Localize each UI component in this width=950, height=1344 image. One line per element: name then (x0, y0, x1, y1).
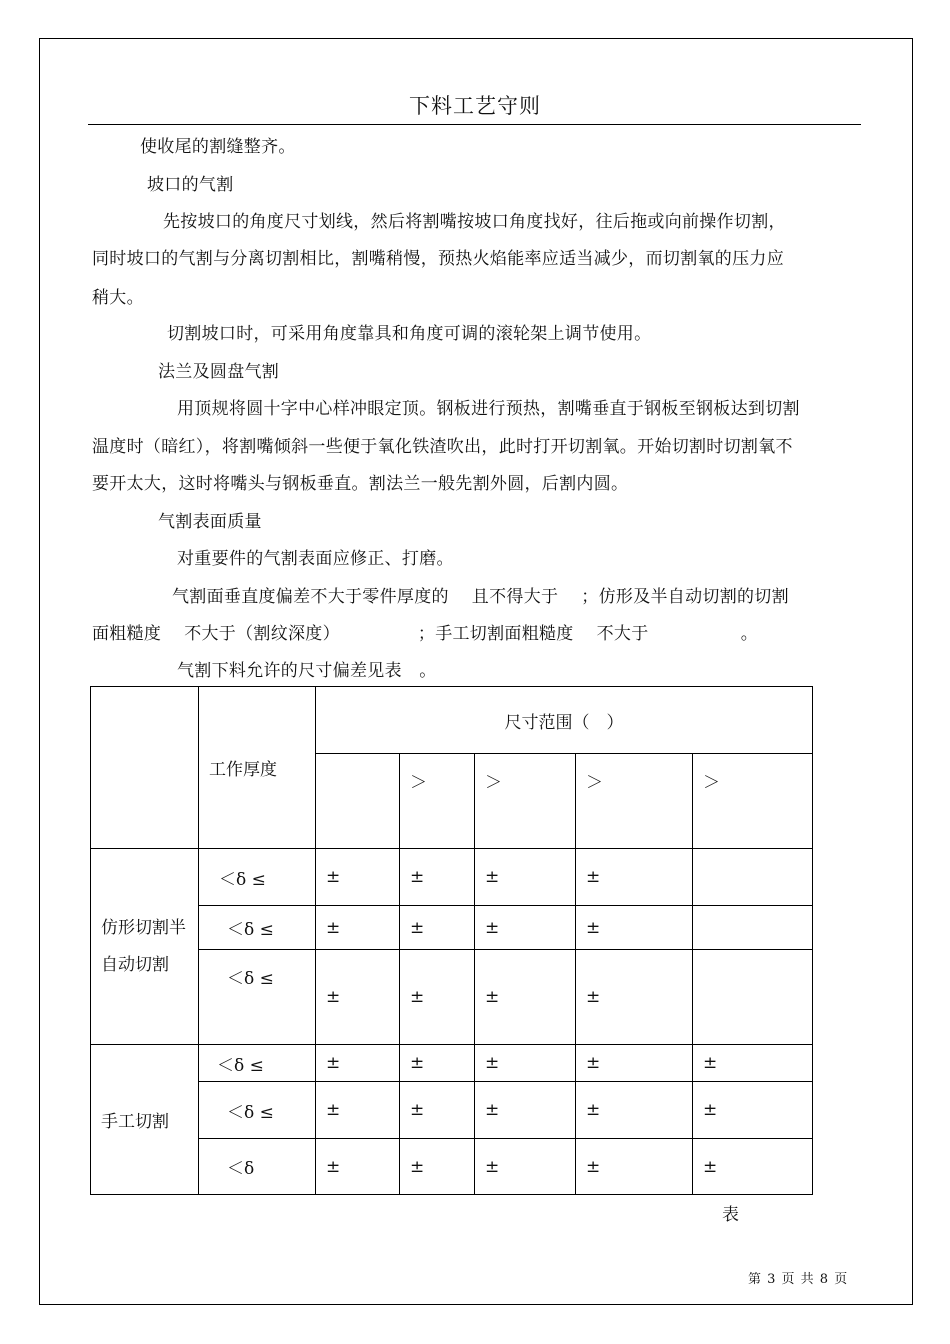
table-cell: ± (475, 950, 576, 1045)
table-cell: ± (693, 1139, 813, 1195)
paragraph-line: 温度时（暗红），将割嘴倾斜一些便于氧化铁渣吹出，此时打开切割氧。开始切割时切割氧不 (92, 437, 793, 457)
table-cell: ± (693, 1082, 813, 1139)
table-cell (693, 950, 813, 1045)
range-col (316, 754, 400, 849)
paragraph-line: 用顶规将圆十字中心样冲眼定顶。钢板进行预热，割嘴垂直于钢板至钢板达到切割 (177, 399, 800, 419)
table-caption: 表 (722, 1205, 739, 1225)
paragraph-line: 对重要件的气割表面应修正、打磨。 (177, 549, 454, 569)
group-label: 手工切割 (91, 1045, 199, 1195)
table-cell: ± (316, 906, 400, 950)
size-range-header: 尺寸范围（ ） (316, 687, 813, 754)
table-cell: ± (475, 849, 576, 906)
paragraph-line: 气割面垂直度偏差不大于零件厚度的 且不得大于 ；仿形及半自动切割的切割 (172, 587, 789, 607)
table-cell: ± (316, 849, 400, 906)
table-cell: ± (316, 950, 400, 1045)
paragraph-line: 气割下料允许的尺寸偏差见表 。 (177, 661, 437, 681)
title-rule (88, 124, 861, 125)
thickness-cell: ＜δ ≤ (199, 950, 316, 1045)
table-cell: ± (475, 1045, 576, 1082)
table-cell (693, 849, 813, 906)
corner-cell (91, 687, 199, 849)
range-col: ＞ (475, 754, 576, 849)
table-cell: ± (576, 1045, 693, 1082)
range-col: ＞ (693, 754, 813, 849)
table-cell: ± (576, 906, 693, 950)
paragraph-line: 切割坡口时，可采用角度靠具和角度可调的滚轮架上调节使用。 (167, 324, 652, 344)
section-heading: 法兰及圆盘气割 (158, 362, 280, 382)
paragraph-line: 同时坡口的气割与分离切割相比，割嘴稍慢，预热火焰能率应适当减少，而切割氧的压力应 (92, 249, 784, 269)
table-cell: ± (316, 1139, 400, 1195)
tolerance-table (90, 686, 813, 1195)
table-cell: ± (400, 950, 475, 1045)
table-cell: ± (693, 1045, 813, 1082)
table-cell: ± (576, 950, 693, 1045)
table-cell: ± (400, 849, 475, 906)
table-cell: ± (475, 1082, 576, 1139)
paragraph-line: 使收尾的割缝整齐。 (140, 137, 296, 157)
table-cell: ± (576, 849, 693, 906)
thickness-cell: ＜δ ≤ (199, 849, 316, 906)
table-cell: ± (400, 1045, 475, 1082)
table-cell: ± (316, 1045, 400, 1082)
range-col: ＞ (400, 754, 475, 849)
table-cell: ± (475, 1139, 576, 1195)
table-cell (693, 906, 813, 950)
thickness-cell: ＜δ ≤ (199, 1045, 316, 1082)
table-cell: ± (316, 1082, 400, 1139)
table-cell: ± (400, 1139, 475, 1195)
section-heading: 坡口的气割 (147, 175, 234, 195)
paragraph-line: 稍大。 (92, 288, 144, 308)
group-label: 仿形切割半自动切割 (91, 849, 199, 1045)
range-col: ＞ (576, 754, 693, 849)
thickness-header: 工作厚度 (199, 687, 316, 849)
table-cell: ± (576, 1139, 693, 1195)
page-number: 第 3 页 共 8 页 (748, 1272, 849, 1287)
table-cell: ± (475, 906, 576, 950)
page-title: 下料工艺守则 (409, 94, 541, 118)
thickness-cell: ＜δ ≤ (199, 1082, 316, 1139)
table-cell: ± (400, 1082, 475, 1139)
paragraph-line: 要开太大，这时将嘴头与钢板垂直。割法兰一般先割外圆，后割内圆。 (92, 474, 629, 494)
table-cell: ± (400, 906, 475, 950)
paragraph-line: 先按坡口的角度尺寸划线，然后将割嘴按坡口角度找好，往后拖或向前操作切割， (163, 212, 786, 232)
thickness-cell: ＜δ ≤ (199, 906, 316, 950)
section-heading: 气割表面质量 (158, 512, 262, 532)
paragraph-line: 面粗糙度 不大于（割纹深度） ；手工切割面粗糙度 不大于 。 (92, 624, 759, 644)
table-cell: ± (576, 1082, 693, 1139)
thickness-cell: ＜δ (199, 1139, 316, 1195)
